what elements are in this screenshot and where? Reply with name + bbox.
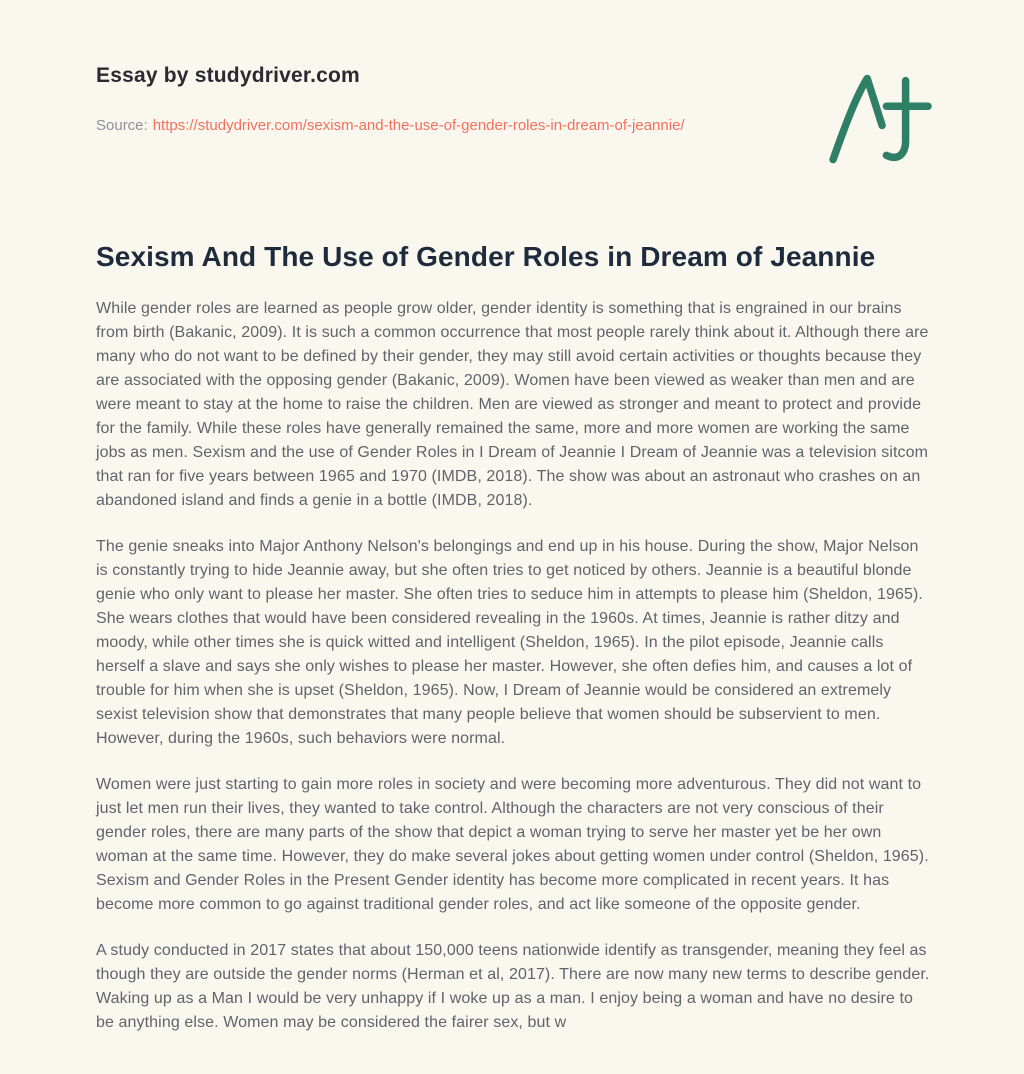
studydriver-logo-icon [824,70,936,166]
essay-paragraph-4: A study conducted in 2017 states that about 150,000 teens nationwide identify as transgender, meaning they feel as though they are outside the gender norms (Herman et al, 2017). There are now many new terms to describe gender. Waking up as a Man I would be very unhappy if I woke up as a man. I enjoy being a woman and have no desire to be anything else. Women may be considered the fairer sex, but w [96,942,930,1031]
source-line [96,114,714,137]
essay-paragraph-3: Women were just starting to gain more roles in society and were becoming more adventurous. They did not want to just let men run their lives, they wanted to take control. Although the characters are not very conscious of their gender roles, there are many parts of the show that depict a woman trying to serve her master yet be her own woman at the same time. However, they do make several jokes about getting women under control (Sheldon, 1965). Sexism and Gender Roles in the Present Gender identity has become more complicated in recent years. It has become more common to go against traditional gender roles, and act like someone of the opposite gender. [96,776,929,913]
essay-paragraph-1: While gender roles are learned as people grow older, gender identity is something that is engrained in our brains from birth (Bakanic, 2009). It is such a common occurrence that most people rarely think about it. Although there are many who do not want to be defined by their gender, they may still avoid certain activities or thoughts because they are associated with the opposing gender (Bakanic, 2009). Women have been viewed as weaker than men and are were meant to stay at the home to raise the children. Men are viewed as stronger and meant to protect and provide for the family. While these roles have generally remained the same, more and more women are working the same jobs as men. Sexism and the use of Gender Roles in I Dream of Jeannie I Dream of Jeannie was a television sitcom that ran for five years between 1965 and 1970 (IMDB, 2018). The show was about an astronaut who crashes on an abandoned island and finds a genie in a bottle (IMDB, 2018). [96,300,929,509]
source-url-link[interactable]: https://studydriver.com/sexism-and-the-use-of-gender-roles-in-dream-of-jeannie/ [152,117,685,134]
byline: Essay by studydriver.com [96,64,360,87]
source-label: Source: [96,117,148,134]
essay-title: Sexism And The Use of Gender Roles in Dream of Jeannie [96,241,876,272]
essay-paragraph-2: The genie sneaks into Major Anthony Nelson's belongings and end up in his house. During the show, Major Nelson is constantly trying to hide Jeannie away, but she often tries to get noticed by others. Jeannie is a beautiful blonde genie who only want to please her master. She often tries to seduce him in attempts to please him (Sheldon, 1965). She wears clothes that would have been considered revealing in the 1960s. At times, Jeannie is rather ditzy and moody, while other times she is quick witted and intelligent (Sheldon, 1965). In the pilot episode, Jeannie calls herself a slave and says she only wishes to please her master. However, she often defies him, and causes a lot of trouble for him when she is upset (Sheldon, 1965). Now, I Dream of Jeannie would be considered an extremely sexist television show that demonstrates that many people believe that women should be subservient to men. However, during the 1960s, such behaviors were normal. [96,538,923,747]
essay-body [96,297,930,1035]
